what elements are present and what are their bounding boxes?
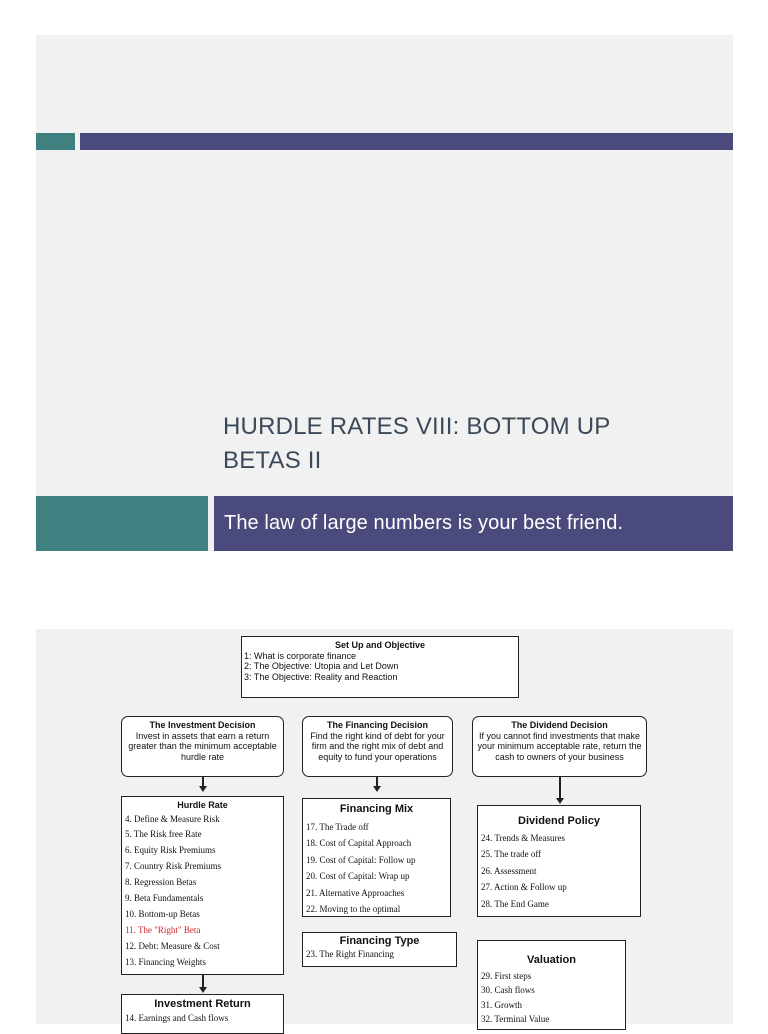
list-item: 31. Growth [481, 999, 522, 1010]
list-item: 3: The Objective: Reality and Reaction [244, 671, 398, 682]
dividend-policy-box [477, 805, 641, 917]
arrow-down-icon [202, 975, 204, 988]
valuation-box [477, 940, 626, 1030]
list-item: 30. Cash flows [481, 985, 535, 995]
list-item: 26. Assessment [481, 865, 537, 876]
financing-decision-box [302, 716, 453, 777]
list-item: 1: What is corporate finance [244, 650, 357, 661]
list-item: 22. Moving to the optimal [306, 904, 401, 914]
investment-decision-box [121, 716, 284, 777]
list-item: 20. Cost of Capital: Wrap up [306, 871, 410, 881]
list-item: 28. The End Game [481, 898, 549, 909]
slide-title-line2: BETAS II [223, 447, 322, 474]
accent-bar-teal-top [36, 133, 75, 150]
accent-bar-purple-top [80, 133, 733, 150]
financing-mix-title: Financing Mix [339, 803, 414, 815]
list-item: 17. The Trade off [306, 821, 369, 832]
list-item: 18. Cost of Capital Approach [306, 838, 412, 848]
list-item: 12. Debt: Measure & Cost [125, 941, 220, 951]
financing-type-box [302, 932, 457, 967]
list-item: 21. Alternative Approaches [306, 887, 405, 898]
financing-type-title: Financing Type [339, 935, 420, 947]
slide-title-line1: HURDLE RATES VIII: BOTTOM UP [223, 413, 611, 440]
list-item: 24. Trends & Measures [481, 832, 566, 843]
list-item: 32. Terminal Value [481, 1014, 550, 1024]
list-item: 5. The Risk free Rate [125, 829, 202, 839]
dividend-decision-title: The Dividend Decision [511, 720, 608, 730]
hurdle-rate-title: Hurdle Rate [177, 800, 228, 810]
list-item: 8. Regression Betas [125, 877, 197, 887]
list-item: 10. Bottom-up Betas [125, 909, 200, 919]
investment-decision-title: The Investment Decision [149, 720, 256, 730]
list-item: 9. Beta Fundamentals [125, 893, 204, 903]
list-item: 13. Financing Weights [125, 957, 206, 967]
list-item: 2: The Objective: Utopia and Let Down [244, 661, 399, 671]
dividend-decision-box [472, 716, 647, 777]
list-item: 4. Define & Measure Risk [125, 813, 220, 824]
financing-decision-title: The Financing Decision [326, 720, 428, 730]
setup-title: Set Up and Objective [334, 640, 426, 650]
dividend-policy-title: Dividend Policy [518, 815, 600, 827]
arrow-down-icon [559, 777, 561, 799]
list-item: 7. Country Risk Premiums [125, 861, 222, 871]
dividend-decision-text: If you cannot find investments that make your minimum acceptable rate, return the cash to owners of your business [477, 730, 642, 762]
list-item: 14. Earnings and Cash flows [125, 1012, 229, 1023]
hurdle-rate-box [121, 796, 284, 975]
list-item: 19. Cost of Capital: Follow up [306, 854, 416, 865]
investment-return-box [121, 994, 284, 1034]
list-item: 29. First steps [481, 970, 532, 981]
investment-return-title: Investment Return [154, 998, 251, 1010]
investment-decision-text: Invest in assets that earn a return greater than the minimum acceptable hurdle rate [128, 730, 277, 762]
list-item: 25. The trade off [481, 849, 542, 859]
financing-decision-text: Find the right kind of debt for your firm and the right mix of debt and equity to fund your operations [310, 730, 445, 762]
arrow-down-icon [376, 777, 378, 787]
list-item: 6. Equity Risk Premiums [125, 845, 216, 855]
list-item: 27. Action & Follow up [481, 882, 567, 892]
list-item-highlighted: 11. The "Right" Beta [125, 925, 201, 935]
valuation-title: Valuation [527, 954, 576, 966]
setup-objective-box [241, 636, 519, 698]
slide-title [223, 410, 703, 478]
accent-bar-teal-bottom [36, 496, 208, 551]
slide-subtitle: The law of large numbers is your best friend. [224, 512, 624, 534]
financing-mix-box [302, 798, 451, 917]
arrow-down-icon [202, 777, 204, 787]
list-item: 23. The Right Financing [306, 948, 394, 959]
